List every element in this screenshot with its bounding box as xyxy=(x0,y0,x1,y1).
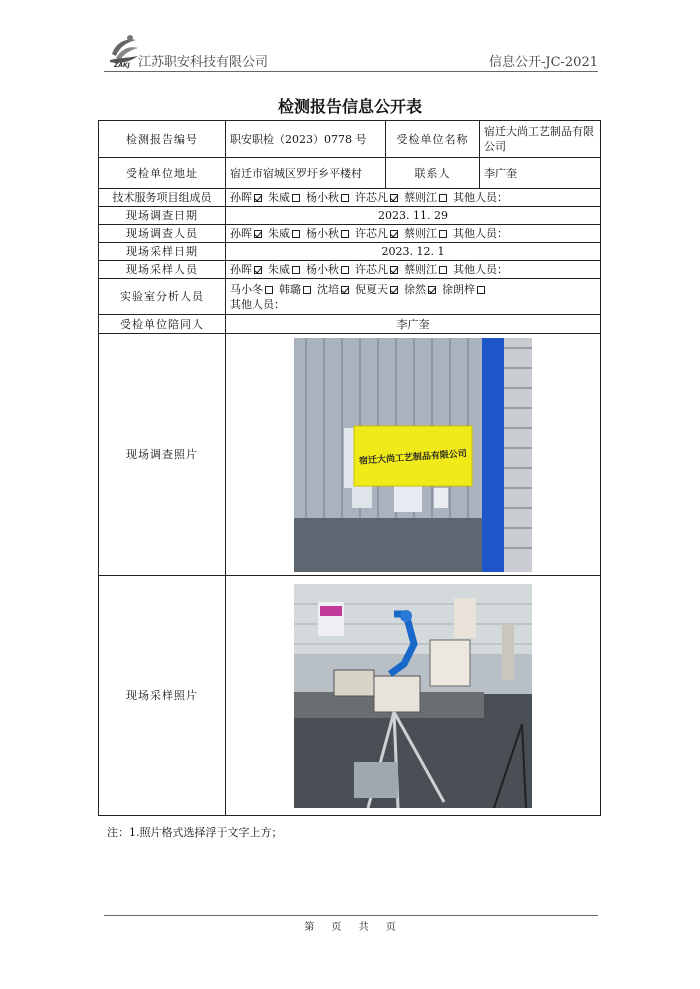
escort-label: 受检单位陪同人 xyxy=(99,315,226,334)
unchecked-checkbox[interactable] xyxy=(477,286,485,294)
member-name: 许芯凡 xyxy=(355,191,388,204)
page-header xyxy=(104,32,598,72)
unchecked-checkbox[interactable] xyxy=(292,230,300,238)
checked-checkbox[interactable] xyxy=(254,230,262,238)
member-name: 徐朗梓 xyxy=(442,282,475,296)
member-entry xyxy=(230,283,275,296)
member-entry xyxy=(355,283,400,296)
member-entry xyxy=(355,263,400,276)
member-name: 韩璐 xyxy=(279,282,301,296)
page-footer: 第 页 共 页 xyxy=(304,922,396,933)
member-name: 马小冬 xyxy=(230,282,263,296)
unchecked-checkbox[interactable] xyxy=(439,230,447,238)
member-entry xyxy=(404,191,449,204)
member-entry xyxy=(230,263,264,276)
survey-date-value: 2023. 11. 29 xyxy=(226,207,601,225)
unit-name-value: 宿迁大尚工艺制品有限公司 xyxy=(480,121,601,158)
member-entry xyxy=(355,191,400,204)
member-name: 孙晖 xyxy=(230,227,252,240)
lab-label: 实验室分析人员 xyxy=(99,279,226,315)
member-name: 孙晖 xyxy=(230,263,252,276)
contact-value: 李广奎 xyxy=(480,158,601,189)
member-entry xyxy=(279,283,313,296)
address-value: 宿迁市宿城区罗圩乡平楼村 xyxy=(226,158,386,189)
member-entry xyxy=(317,283,351,296)
sampling-photo-label: 现场采样照片 xyxy=(99,576,226,816)
table-row xyxy=(99,158,601,189)
page-title: 检测报告信息公开表 xyxy=(277,97,422,116)
member-name: 朱威 xyxy=(268,191,290,204)
address-label: 受检单位地址 xyxy=(99,158,226,189)
member-name: 蔡则江 xyxy=(404,191,437,204)
report-no-label: 检测报告编号 xyxy=(99,121,226,158)
others-label: 其他人员： xyxy=(453,191,508,204)
member-entry xyxy=(268,263,302,276)
unchecked-checkbox[interactable] xyxy=(265,286,273,294)
sampling-photo xyxy=(294,584,532,808)
unchecked-checkbox[interactable] xyxy=(341,194,349,202)
member-name: 朱威 xyxy=(268,263,290,276)
table-row xyxy=(99,315,601,334)
member-entry xyxy=(306,263,351,276)
surveyor-members xyxy=(226,225,601,243)
others-label: 其他人员： xyxy=(453,227,508,240)
header-divider xyxy=(104,71,598,72)
lab-members xyxy=(226,279,601,315)
member-name: 蔡则江 xyxy=(404,227,437,240)
sampling-date-value: 2023. 12. 1 xyxy=(226,243,601,261)
photo-sign-text: 宿迁大尚工艺制品有限公司 xyxy=(358,448,468,467)
surveyors-label: 现场调查人员 xyxy=(99,225,226,243)
member-entry xyxy=(230,227,264,240)
survey-date-label: 现场调查日期 xyxy=(99,207,226,225)
member-entry xyxy=(268,191,302,204)
unit-name-label: 受检单位名称 xyxy=(386,121,480,158)
unchecked-checkbox[interactable] xyxy=(341,266,349,274)
member-entry xyxy=(404,283,438,296)
member-name: 倪夏天 xyxy=(355,282,388,296)
member-entry xyxy=(230,191,264,204)
table-row xyxy=(99,243,601,261)
table-row xyxy=(99,334,601,576)
member-name: 沈培 xyxy=(317,282,339,296)
checked-checkbox[interactable] xyxy=(428,286,436,294)
member-entry xyxy=(404,263,449,276)
others-label: 其他人员： xyxy=(230,297,285,311)
survey-photo xyxy=(294,338,532,572)
checked-checkbox[interactable] xyxy=(390,266,398,274)
footnote: 注：1.照片格式选择浮于文字上方； xyxy=(107,826,283,839)
document-code: 信息公开-JC-2021 xyxy=(488,55,598,70)
others-label: 其他人员： xyxy=(453,263,508,276)
unchecked-checkbox[interactable] xyxy=(439,194,447,202)
member-name: 杨小秋 xyxy=(306,191,339,204)
company-name: 江苏职安科技有限公司 xyxy=(138,55,269,70)
checked-checkbox[interactable] xyxy=(341,286,349,294)
sampling-date-label: 现场采样日期 xyxy=(99,243,226,261)
checked-checkbox[interactable] xyxy=(390,194,398,202)
sampler-members xyxy=(226,261,601,279)
team-members xyxy=(226,189,601,207)
member-name: 杨小秋 xyxy=(306,227,339,240)
unchecked-checkbox[interactable] xyxy=(292,266,300,274)
member-name: 杨小秋 xyxy=(306,263,339,276)
unchecked-checkbox[interactable] xyxy=(292,194,300,202)
member-entry xyxy=(306,191,351,204)
table-row xyxy=(99,121,601,158)
contact-label: 联系人 xyxy=(386,158,480,189)
member-name: 孙晖 xyxy=(230,191,252,204)
info-table xyxy=(98,120,601,816)
table-row xyxy=(99,207,601,225)
report-no-value: 职安职检（2023）0778 号 xyxy=(226,121,386,158)
footer-divider xyxy=(104,915,598,916)
table-row xyxy=(99,225,601,243)
table-row xyxy=(99,189,601,207)
member-entry xyxy=(268,227,302,240)
member-name: 徐然 xyxy=(404,282,426,296)
samplers-label: 现场采样人员 xyxy=(99,261,226,279)
survey-photo-label: 现场调查照片 xyxy=(99,334,226,576)
table-row xyxy=(99,261,601,279)
escort-value: 李广奎 xyxy=(226,315,601,334)
member-name: 许芯凡 xyxy=(355,263,388,276)
member-entry xyxy=(355,227,400,240)
member-entry xyxy=(404,227,449,240)
member-name: 朱威 xyxy=(268,227,290,240)
unchecked-checkbox[interactable] xyxy=(341,230,349,238)
member-name: 许芯凡 xyxy=(355,227,388,240)
checked-checkbox[interactable] xyxy=(254,266,262,274)
member-name: 蔡则江 xyxy=(404,263,437,276)
unchecked-checkbox[interactable] xyxy=(439,266,447,274)
table-row xyxy=(99,576,601,816)
team-label: 技术服务项目组成员 xyxy=(99,189,226,207)
table-row xyxy=(99,279,601,315)
unchecked-checkbox[interactable] xyxy=(303,286,311,294)
member-entry xyxy=(442,283,487,296)
member-entry xyxy=(306,227,351,240)
logo-text: ZAKJ xyxy=(114,62,130,69)
checked-checkbox[interactable] xyxy=(254,194,262,202)
checked-checkbox[interactable] xyxy=(390,230,398,238)
checked-checkbox[interactable] xyxy=(390,286,398,294)
